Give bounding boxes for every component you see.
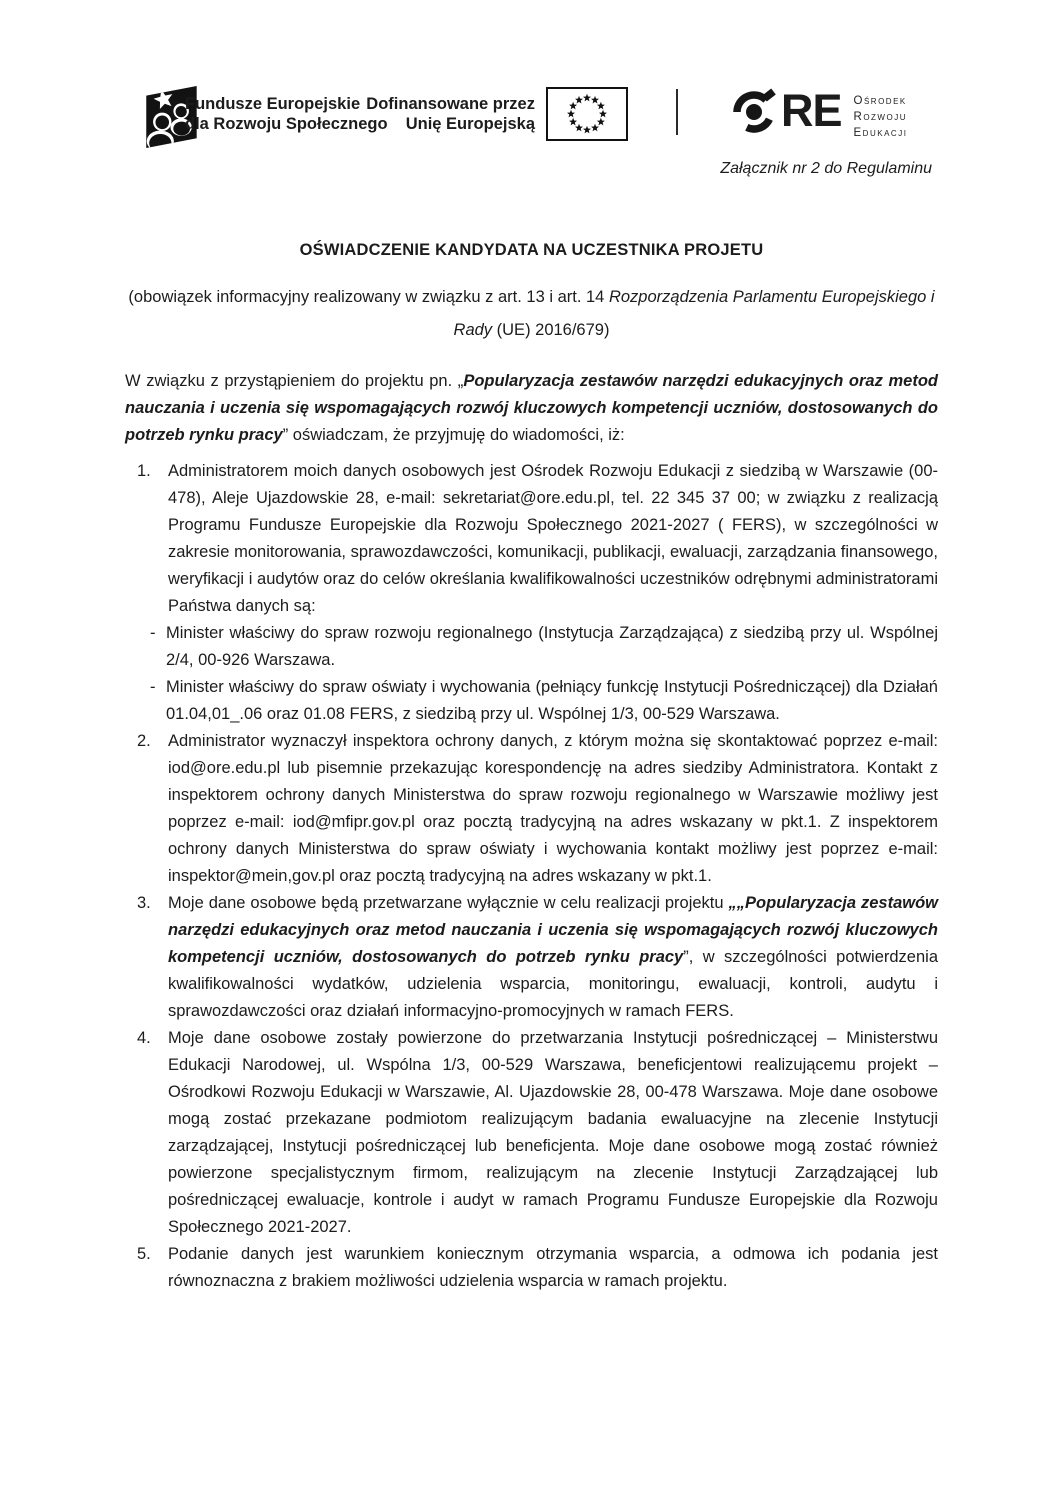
list-item-2-text: Administrator wyznaczył inspektora ochrony danych, z którym można się skontaktować poprzez e-mail: iod@ore.edu.pl lub pisemnie przekazując korespondencję na adres siedziby Administratora. Kontakt z inspektorem ochrony danych Ministerstwa do spraw rozwoju regionalnego w Warszawie możliwy jest poprzez e-mail: iod@mfipr.gov.pl oraz pocztą tradycyjną na adres wskazany w pkt.1. Z inspektorem ochrony danych Ministerstwa do spraw oświaty i wychowania kontakt możliwy jest poprzez e-mail: inspektor@mein,gov.pl oraz pocztą tradycyjną na adres wskazany w pkt.1. — [168, 732, 938, 885]
list-item-4-number: 4. — [137, 1029, 151, 1047]
item-3-post: ”, w szczególności potwierdzenia kwalifikowalności wydatków, udzielenia wsparcia, monitoringu, ewaluacji, kontroli, audytu i sprawozdawczości oraz działań informacyjno-promocyjnych w ramach FERS. — [168, 948, 938, 1020]
list-item-4-body — [168, 1025, 938, 1241]
sub-item-1b-text: Minister właściwy do spraw oświaty i wychowania (pełniący funkcję Instytucji Pośredniczącej) dla Działań 01.04,01_.06 oraz 01.08 FERS, z siedzibą przy ul. Wspólnej 1/3, 00-529 Warszawa. — [166, 678, 938, 723]
list-item-2-number: 2. — [137, 732, 151, 750]
sub-list-item-1b — [150, 674, 938, 728]
list-item-3-number: 3. — [137, 894, 151, 912]
intro-pre: W związku z przystąpieniem do projektu pn. „ — [125, 372, 464, 390]
ore-logo-icon — [728, 86, 780, 143]
ore-caption-line3: Edukacji — [853, 127, 908, 139]
page-title: OŚWIADCZENIE KANDYDATA NA UCZESTNIKA PROJETU — [299, 241, 764, 259]
list-item-5-number: 5. — [137, 1245, 151, 1263]
list-item-1-body — [150, 458, 938, 728]
list-item-3 — [125, 890, 938, 1025]
list-item-1 — [125, 458, 938, 728]
list-item-2 — [125, 728, 938, 890]
subtitle-post: (UE) 2016/679) — [492, 321, 610, 339]
logo-strip — [125, 80, 937, 150]
subtitle-italic: Rozporządzenia Parlamentu Europejskiego i Rady — [453, 288, 935, 339]
list-item-2-body — [168, 728, 938, 890]
list-item-5-body — [168, 1241, 938, 1295]
list-item-4-text: Moje dane osobowe zostały powierzone do przetwarzania Instytucji pośredniczącej – Ministerstwu Edukacji Narodowej, ul. Wspólna 1/3, 00-529 Warszawa, beneficjentowi realizującemu projekt – Ośrodkowi Rozwoju Edukacji w Warszawie, Al. Ujazdowskie 28, 00-478 Warszawa. Moje dane osobowe mogą zostać przekazane podmiotom realizującym badania ewaluacyjne na zlecenie Instytucji zarządzającej, Instytucji pośredniczącej lub beneficjenta. Moje dane osobowe mogą zostać również powierzone specjalistycznym firmom, realizującym na zlecenie Instytucji Zarządzającej lub pośredniczącej ewaluacje, kontrole i audyt w ramach Programu Fundusze Europejskie dla Rozwoju Społecznego 2021-2027. — [168, 1029, 938, 1236]
item-3-project-name: „„Popularyzacja zestawów narzędzi edukacyjnych oraz metod nauczania i uczenia się wspomagających rozwój kluczowych kompetencji uczniów, dostosowanych do potrzeb rynku pracy — [168, 894, 938, 966]
intro-post: ” oświadczam, że przyjmuję do wiadomości, iż: — [282, 426, 625, 444]
sub-item-1a-dash: - — [150, 624, 156, 642]
subtitle-pre: (obowiązek informacyjny realizowany w związku z art. 13 i art. 14 — [128, 288, 609, 306]
ore-logo — [728, 86, 907, 143]
list-item-3-body — [168, 890, 938, 1025]
eu-flag-icon — [546, 87, 628, 141]
intro-project-name: Popularyzacja zestawów narzędzi edukacyjnych oraz metod nauczania i uczenia się wspomagających rozwój kluczowych kompetencji uczniów, dostosowanych do potrzeb rynku pracy — [125, 372, 938, 444]
document-content — [125, 237, 938, 1295]
intro-paragraph — [125, 368, 938, 449]
list-item-4 — [125, 1025, 938, 1241]
item-3-pre: Moje dane osobowe będą przetwarzane wyłącznie w celu realizacji projektu — [168, 894, 729, 912]
attachment-note: Załącznik nr 2 do Regulaminu — [720, 160, 932, 177]
cofinance-line2: Unię Europejską — [405, 115, 535, 133]
fe-logo-line2: dla Rozwoju Społecznego — [185, 115, 388, 133]
document-subtitle — [125, 281, 938, 347]
header-divider — [676, 89, 678, 135]
ore-caption — [854, 93, 908, 141]
list-item-3-text — [168, 890, 938, 1025]
ore-wordmark: RE — [781, 85, 842, 136]
ore-caption-line2: Rozwoju — [853, 111, 907, 123]
list-item-5-text: Podanie danych jest warunkiem koniecznym otrzymania wsparcia, a odmowa ich podania jest równoznaczna z brakiem możliwości udzielenia wsparcia w ramach projektu. — [168, 1245, 938, 1290]
cofinance-line1: Dofinansowane przez — [366, 95, 535, 113]
list-item-1-text: Administratorem moich danych osobowych jest Ośrodek Rozwoju Edukacji z siedzibą w Warszawie (00-478), Aleje Ujazdowskie 28, e-mail: sekretariat@ore.edu.pl, tel. 22 345 37 00; w związku z realizacją Programu Fundusze Europejskie dla Rozwoju Społecznego 2021-2027 ( FERS), w szczególności w zakresie monitorowania, sprawozdawczości, komunikacji, publikacji, ewaluacji, zarządzania finansowego, weryfikacji i audytów oraz do celów określania kwalifikowalności uczestników odrębnymi administratorami Państwa danych są: — [168, 462, 938, 615]
list-item-1-number: 1. — [137, 462, 151, 480]
sub-item-1a-text: Minister właściwy do spraw rozwoju regionalnego (Instytucja Zarządzająca) z siedzibą przy ul. Wspólnej 2/4, 00-926 Warszawa. — [166, 624, 938, 669]
cofinance-text — [305, 94, 535, 134]
list-item-5 — [125, 1241, 938, 1295]
ore-caption-line1: Ośrodek — [853, 95, 907, 107]
sub-list-item-1a — [150, 620, 938, 674]
fe-logo-line1: Fundusze Europejskie — [185, 95, 361, 113]
sub-item-1b-dash: - — [150, 678, 156, 696]
